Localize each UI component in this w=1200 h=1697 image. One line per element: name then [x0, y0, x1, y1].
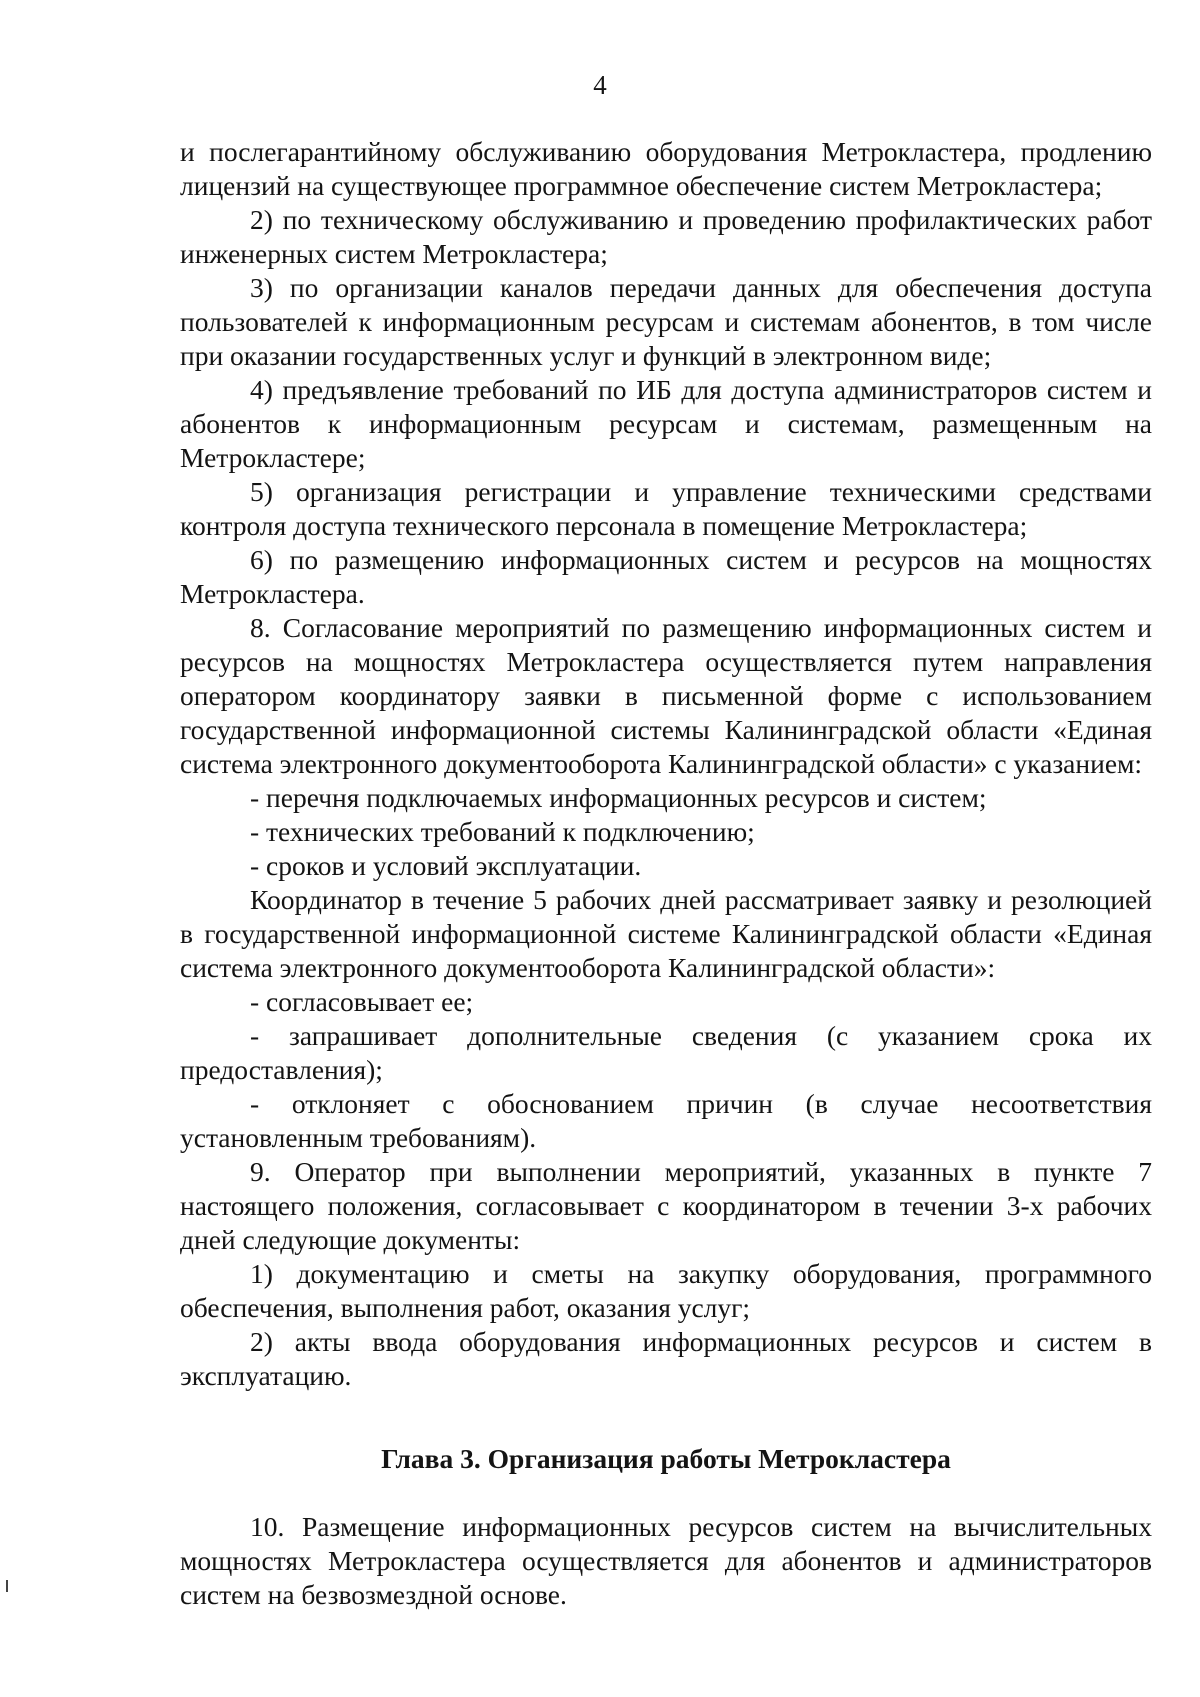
- list-item-documentation: 1) документацию и сметы на закупку оборудования, программного обеспечения, выполнения работ, оказания услуг;: [180, 1258, 1152, 1323]
- paragraph-clause-9: 9. Оператор при выполнении мероприятий, указанных в пункте 7 настоящего положения, согласовывает с координатором в течении 3-х рабочих дней следующие документы:: [180, 1156, 1152, 1255]
- bullet-reject: - отклоняет с обоснованием причин (в случае несоответствия установленным требованиям).: [180, 1088, 1152, 1153]
- bullet-technical-requirements: - технических требований к подключению;: [250, 816, 755, 847]
- list-item-placement: 6) по размещению информационных систем и ресурсов на мощностях Метрокластера.: [180, 544, 1152, 609]
- list-item-data-channels: 3) по организации каналов передачи данных для обеспечения доступа пользователей к информационным ресурсам и системам абонентов, в том числе при оказании государственных услуг и функций в электронном виде;: [180, 272, 1152, 371]
- bullet-request-info: - запрашивает дополнительные сведения (с указанием срока их предоставления);: [180, 1020, 1152, 1085]
- paragraph-coordinator-review: Координатор в течение 5 рабочих дней рассматривает заявку и резолюцией в государственной информационной системе Калининградской области «Единая система электронного документооборота Калининградской области»:: [180, 884, 1152, 983]
- chapter-heading: Глава 3. Организация работы Метрокластера: [381, 1443, 951, 1474]
- bullet-resources-list: - перечня подключаемых информационных ресурсов и систем;: [250, 782, 987, 813]
- list-item-security-requirements: 4) предъявление требований по ИБ для доступа администраторов систем и абонентов к информационным ресурсам и системам, размещенным на Метрокластере;: [180, 374, 1152, 473]
- paragraph-continuation: и послегарантийному обслуживанию оборудования Метрокластера, продлению лицензий на существующее программное обеспечение систем Метрокластера;: [180, 136, 1152, 201]
- paragraph-clause-10: 10. Размещение информационных ресурсов систем на вычислительных мощностях Метрокластера осуществляется для абонентов и администраторов систем на безвозмездной основе.: [180, 1511, 1152, 1610]
- chapter-3-body: [180, 1510, 1152, 1612]
- bullet-terms-conditions: - сроков и условий эксплуатации.: [250, 850, 642, 881]
- bullet-approve: - согласовывает ее;: [250, 986, 474, 1017]
- list-item-maintenance: 2) по техническому обслуживанию и проведению профилактических работ инженерных систем Метрокластера;: [180, 204, 1152, 269]
- document-body: [180, 135, 1152, 1393]
- paragraph-clause-8: 8. Согласование мероприятий по размещению информационных систем и ресурсов на мощностях Метрокластера осуществляется путем направления оператором координатору заявки в письменной форме с использованием государственной информационной системы Калининградской области «Единая система электронного документооборота Калининградской области» с указанием:: [180, 612, 1152, 779]
- list-item-access-control: 5) организация регистрации и управление техническими средствами контроля доступа технического персонала в помещение Метрокластера;: [180, 476, 1152, 541]
- list-item-commissioning-acts: 2) акты ввода оборудования информационных ресурсов и систем в эксплуатацию.: [180, 1326, 1152, 1391]
- scan-margin-mark: [6, 1580, 8, 1592]
- page-number: 4: [593, 70, 607, 100]
